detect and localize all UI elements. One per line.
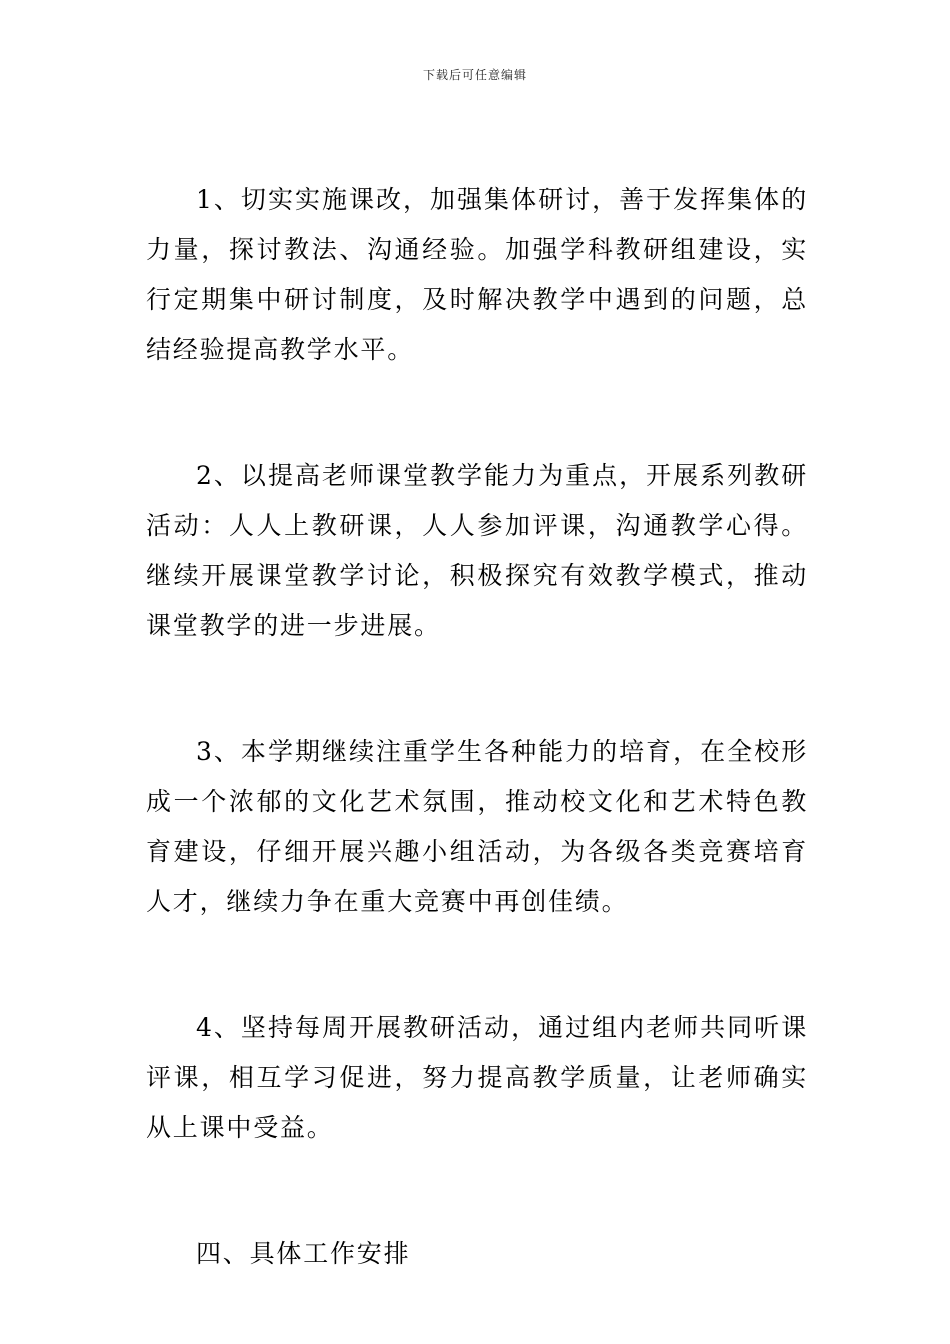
section-heading: 四、具体工作安排 [196, 1239, 411, 1268]
header-note: 下载后可任意编辑 [422, 68, 527, 82]
paragraph-2: 2、以提高老师课堂教学能力为重点，开展系列教研活动：人人上教研课，人人参加评课，沟通教学心得。继续开展课堂教学讨论，积极探究有效教学模式，推动课堂教学的进一步进展。 [146, 461, 808, 640]
paragraph-3: 3、本学期继续注重学生各种能力的培育，在全校形成一个浓郁的文化艺术氛围，推动校文化和艺术特色教育建设，仔细开展兴趣小组活动，为各级各类竞赛培育人才，继续力争在重大竞赛中再创佳绩。 [146, 737, 808, 916]
document-body [146, 175, 808, 1279]
paragraph-4: 4、坚持每周开展教研活动，通过组内老师共同听课评课，相互学习促进，努力提高教学质量，让老师确实从上课中受益。 [146, 1013, 808, 1142]
paragraph-1: 1、切实实施课改，加强集体研讨，善于发挥集体的力量，探讨教法、沟通经验。加强学科教研组建设，实行定期集中研讨制度，及时解决教学中遇到的问题，总结经验提高教学水平。 [146, 185, 808, 364]
